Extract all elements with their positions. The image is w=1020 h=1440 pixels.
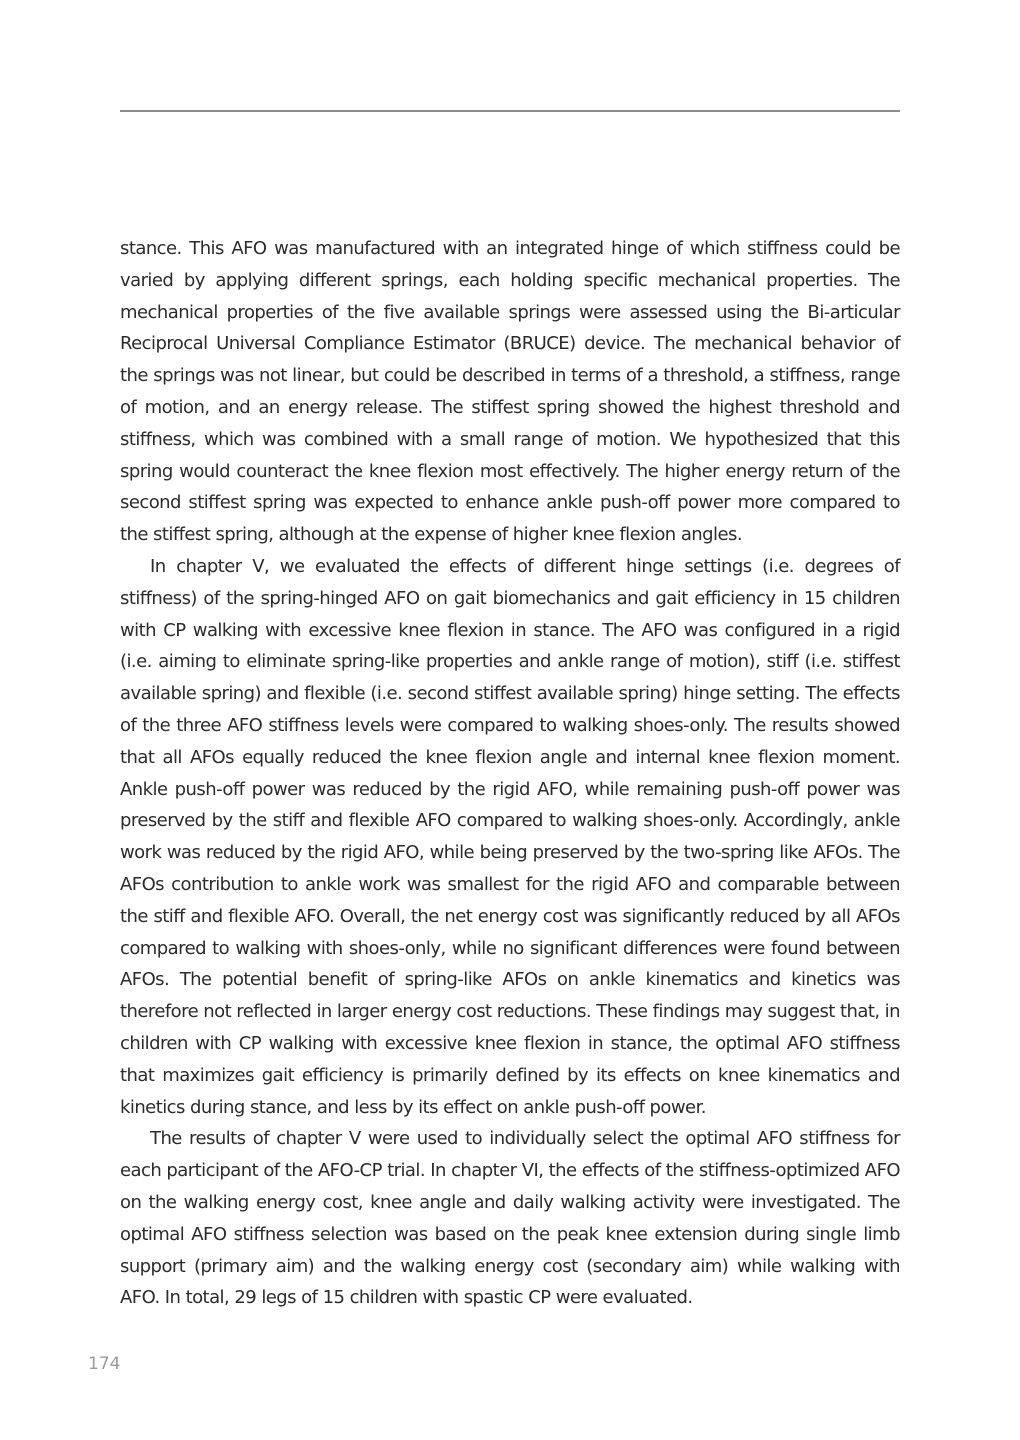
- paragraph-continuation: stance. This AFO was manufactured with an integrated hinge of which stiffness could be varied by applying different springs, each holding specific mechanical properties. The mechanical properties of the five available springs were assessed using the Bi-articular Reciprocal Universal Compliance Estimator (BRUCE) device. The mechanical behavior of the springs was not linear, but could be described in terms of a threshold, a stiffness, range of motion, and an energy release. The stiffest spring showed the highest threshold and stiffness, which was combined with a small range of motion. We hypothesized that this spring would counteract the knee flexion most effectively. The higher energy return of the second stiffest spring was expected to enhance ankle push-off power more compared to the stiffest spring, although at the expense of higher knee flexion angles.: [120, 238, 900, 546]
- body-text: [120, 233, 900, 1314]
- paragraph-chapter-vi: The results of chapter V were used to individually select the optimal AFO stiffness for each participant of the AFO-CP trial. In chapter VI, the effects of the stiffness-optimized AFO on the walking energy cost, knee angle and daily walking activity were investigated. The optimal AFO stiffness selection was based on the peak knee extension during single limb support (primary aim) and the walking energy cost (secondary aim) while walking with AFO. In total, 29 legs of 15 children with spastic CP were evaluated.: [120, 1128, 900, 1309]
- page-number: 174: [88, 1354, 121, 1374]
- header-rule: [120, 110, 900, 112]
- paragraph-chapter-v: In chapter V, we evaluated the effects of different hinge settings (i.e. degrees of stiffness) of the spring-hinged AFO on gait biomechanics and gait efficiency in 15 children with CP walking with excessive knee flexion in stance. The AFO was configured in a rigid (i.e. aiming to eliminate spring-like properties and ankle range of motion), stiff (i.e. stiffest available spring) and flexible (i.e. second stiffest available spring) hinge setting. The effects of the three AFO stiffness levels were compared to walking shoes-only. The results showed that all AFOs equally reduced the knee flexion angle and internal knee flexion moment. Ankle push-off power was reduced by the rigid AFO, while remaining push-off power was preserved by the stiff and flexible AFO compared to walking shoes-only. Accordingly, ankle work was reduced by the rigid AFO, while being preserved by the two-spring like AFOs. The AFOs contribution to ankle work was smallest for the rigid AFO and comparable between the stiff and flexible AFO. Overall, the net energy cost was significantly reduced by all AFOs compared to walking with shoes-only, while no significant differences were found between AFOs. The potential benefit of spring-like AFOs on ankle kinematics and kinetics was therefore not reflected in larger energy cost reductions. These findings may suggest that, in children with CP walking with excessive knee flexion in stance, the optimal AFO stiffness that maximizes gait efficiency is primarily defined by its effects on knee kinematics and kinetics during stance, and less by its effect on ankle push-off power.: [120, 555, 900, 1118]
